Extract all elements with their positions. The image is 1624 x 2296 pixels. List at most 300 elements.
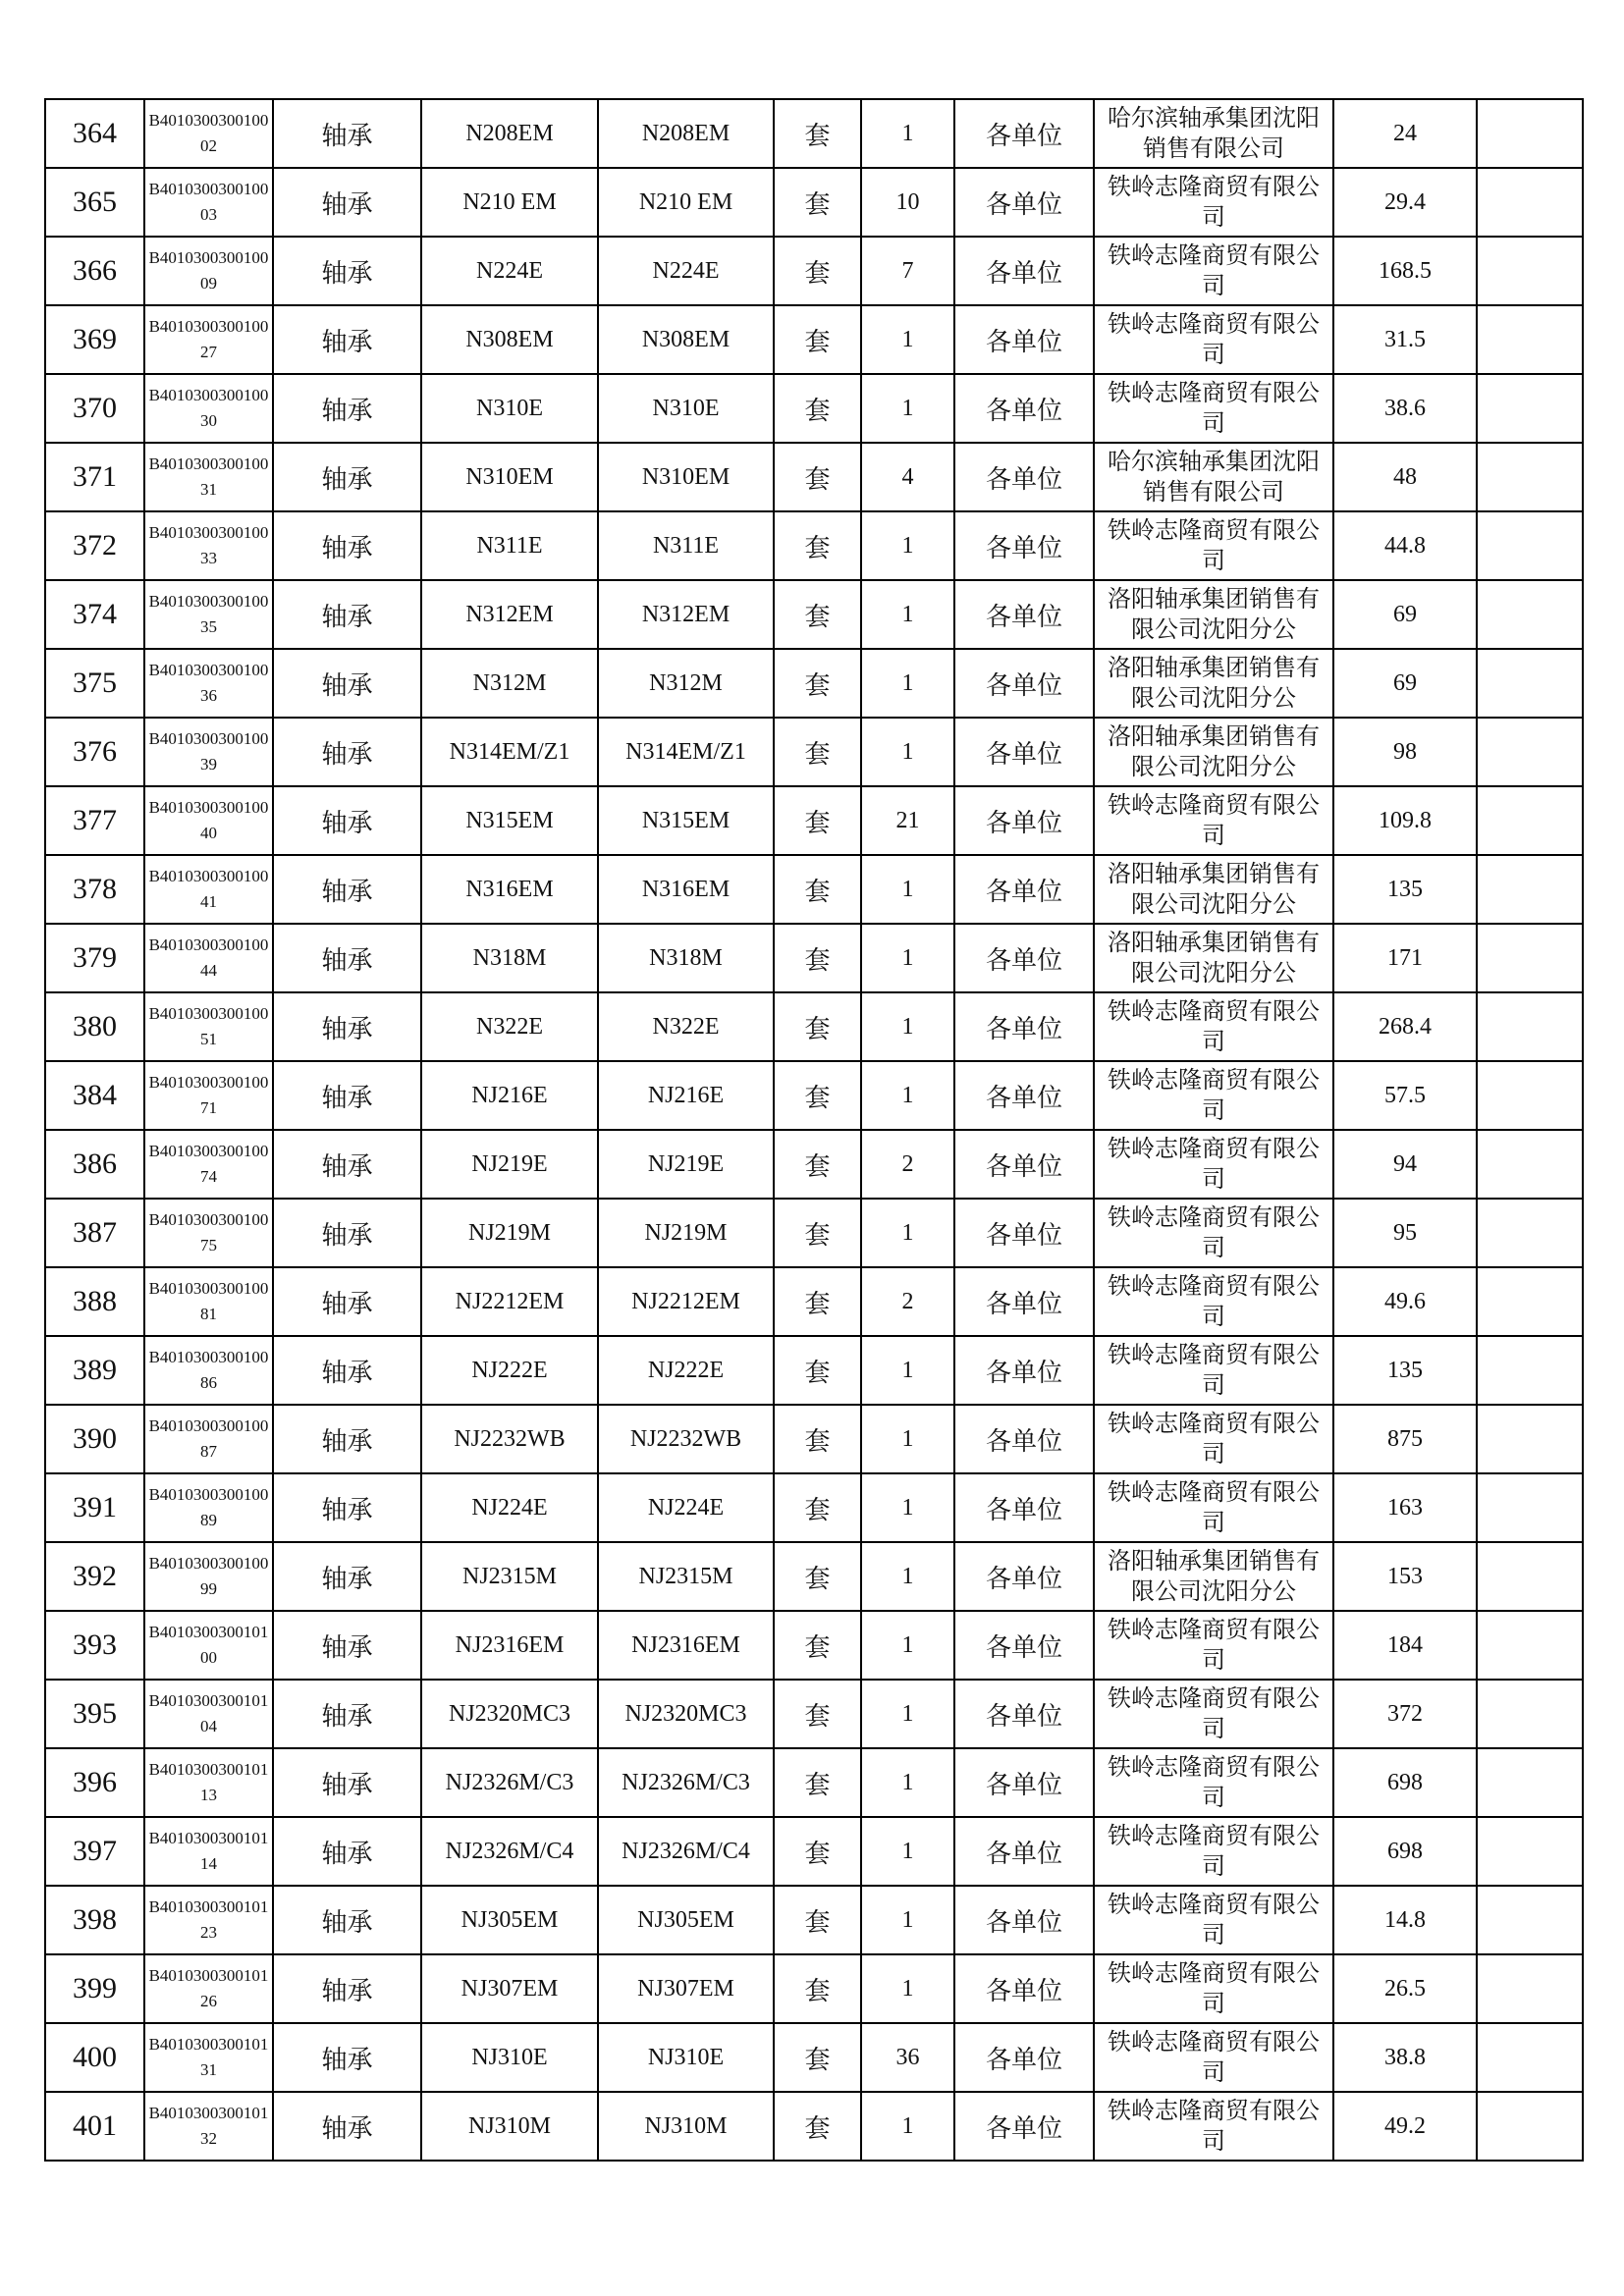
supplier-cell bbox=[1094, 168, 1333, 237]
row-number-cell: 370 bbox=[45, 374, 144, 443]
remark-cell bbox=[1477, 1267, 1583, 1336]
item-model-cell: NJ310E bbox=[598, 2023, 774, 2092]
item-name-cell: 轴承 bbox=[273, 718, 421, 786]
item-spec-cell: N224E bbox=[421, 237, 598, 305]
item-model-cell: NJ2320MC3 bbox=[598, 1680, 774, 1748]
supplier-cell bbox=[1094, 1886, 1333, 1954]
unit-price-cell: 38.6 bbox=[1333, 374, 1477, 443]
supplier-cell bbox=[1094, 305, 1333, 374]
item-quantity-cell: 2 bbox=[861, 1267, 954, 1336]
item-quantity-cell: 10 bbox=[861, 168, 954, 237]
unit-price-cell: 38.8 bbox=[1333, 2023, 1477, 2092]
remark-cell bbox=[1477, 443, 1583, 511]
item-name-cell: 轴承 bbox=[273, 1680, 421, 1748]
table-row bbox=[45, 1680, 1583, 1748]
supplier-name: 铁岭志隆商贸有限公司 bbox=[1108, 1822, 1320, 1880]
remark-cell bbox=[1477, 2023, 1583, 2092]
item-model-cell: N312M bbox=[598, 649, 774, 718]
item-quantity-cell: 2 bbox=[861, 1130, 954, 1199]
row-number-cell: 376 bbox=[45, 718, 144, 786]
supplier-cell bbox=[1094, 99, 1333, 168]
remark-cell bbox=[1477, 1199, 1583, 1267]
item-unit-cell: 套 bbox=[774, 1130, 861, 1199]
supplier-cell bbox=[1094, 443, 1333, 511]
item-unit-cell: 套 bbox=[774, 511, 861, 580]
supplier-name: 铁岭志隆商贸有限公司 bbox=[1108, 241, 1320, 299]
item-name-cell: 轴承 bbox=[273, 1336, 421, 1405]
unit-price-cell: 184 bbox=[1333, 1611, 1477, 1680]
supplier-cell bbox=[1094, 855, 1333, 924]
table-row bbox=[45, 924, 1583, 992]
material-code-cell: B401030030010035 bbox=[144, 580, 273, 649]
unit-price-cell: 372 bbox=[1333, 1680, 1477, 1748]
table-row bbox=[45, 992, 1583, 1061]
supplier-name: 铁岭志隆商贸有限公司 bbox=[1108, 1753, 1320, 1811]
item-name-cell: 轴承 bbox=[273, 2023, 421, 2092]
supplier-name: 铁岭志隆商贸有限公司 bbox=[1108, 1135, 1320, 1193]
row-number-cell: 388 bbox=[45, 1267, 144, 1336]
item-quantity-cell: 1 bbox=[861, 1061, 954, 1130]
supplier-name: 洛阳轴承集团销售有限公司沈阳分公 bbox=[1108, 929, 1320, 987]
department-cell: 各单位 bbox=[954, 237, 1094, 305]
supplier-cell bbox=[1094, 992, 1333, 1061]
supplier-name: 铁岭志隆商贸有限公司 bbox=[1108, 1203, 1320, 1261]
unit-price-cell: 49.6 bbox=[1333, 1267, 1477, 1336]
supplier-name: 铁岭志隆商贸有限公司 bbox=[1108, 1891, 1320, 1949]
unit-price-cell: 69 bbox=[1333, 580, 1477, 649]
item-quantity-cell: 1 bbox=[861, 1611, 954, 1680]
remark-cell bbox=[1477, 718, 1583, 786]
department-cell: 各单位 bbox=[954, 649, 1094, 718]
table-row bbox=[45, 1473, 1583, 1542]
item-spec-cell: NJ2315M bbox=[421, 1542, 598, 1611]
item-unit-cell: 套 bbox=[774, 305, 861, 374]
item-name-cell: 轴承 bbox=[273, 1954, 421, 2023]
remark-cell bbox=[1477, 374, 1583, 443]
item-spec-cell: NJ305EM bbox=[421, 1886, 598, 1954]
item-model-cell: N312EM bbox=[598, 580, 774, 649]
supplier-name: 洛阳轴承集团销售有限公司沈阳分公 bbox=[1108, 860, 1320, 918]
item-model-cell: N210 EM bbox=[598, 168, 774, 237]
unit-price-cell: 168.5 bbox=[1333, 237, 1477, 305]
row-number-cell: 374 bbox=[45, 580, 144, 649]
procurement-table bbox=[44, 98, 1584, 2162]
item-name-cell: 轴承 bbox=[273, 305, 421, 374]
material-code-cell: B401030030010002 bbox=[144, 99, 273, 168]
item-name-cell: 轴承 bbox=[273, 168, 421, 237]
supplier-cell bbox=[1094, 374, 1333, 443]
material-code-cell: B401030030010044 bbox=[144, 924, 273, 992]
supplier-cell bbox=[1094, 1542, 1333, 1611]
department-cell: 各单位 bbox=[954, 1267, 1094, 1336]
item-unit-cell: 套 bbox=[774, 649, 861, 718]
item-quantity-cell: 36 bbox=[861, 2023, 954, 2092]
item-spec-cell: N312M bbox=[421, 649, 598, 718]
table-row bbox=[45, 1130, 1583, 1199]
remark-cell bbox=[1477, 168, 1583, 237]
item-unit-cell: 套 bbox=[774, 168, 861, 237]
item-model-cell: NJ216E bbox=[598, 1061, 774, 1130]
unit-price-cell: 135 bbox=[1333, 855, 1477, 924]
item-model-cell: N318M bbox=[598, 924, 774, 992]
unit-price-cell: 109.8 bbox=[1333, 786, 1477, 855]
material-code-cell: B401030030010027 bbox=[144, 305, 273, 374]
material-code-cell: B401030030010031 bbox=[144, 443, 273, 511]
row-number-cell: 380 bbox=[45, 992, 144, 1061]
unit-price-cell: 698 bbox=[1333, 1817, 1477, 1886]
item-name-cell: 轴承 bbox=[273, 855, 421, 924]
remark-cell bbox=[1477, 1130, 1583, 1199]
item-unit-cell: 套 bbox=[774, 1405, 861, 1473]
remark-cell bbox=[1477, 1748, 1583, 1817]
item-spec-cell: N318M bbox=[421, 924, 598, 992]
item-model-cell: N322E bbox=[598, 992, 774, 1061]
item-quantity-cell: 1 bbox=[861, 1817, 954, 1886]
material-code-cell: B401030030010009 bbox=[144, 237, 273, 305]
material-code-cell: B401030030010075 bbox=[144, 1199, 273, 1267]
supplier-cell bbox=[1094, 511, 1333, 580]
table-row bbox=[45, 2023, 1583, 2092]
item-unit-cell: 套 bbox=[774, 1267, 861, 1336]
item-unit-cell: 套 bbox=[774, 1748, 861, 1817]
remark-cell bbox=[1477, 1817, 1583, 1886]
material-code-cell: B401030030010051 bbox=[144, 992, 273, 1061]
item-spec-cell: NJ310E bbox=[421, 2023, 598, 2092]
table-row bbox=[45, 580, 1583, 649]
item-spec-cell: N310EM bbox=[421, 443, 598, 511]
supplier-name: 铁岭志隆商贸有限公司 bbox=[1108, 173, 1320, 231]
item-quantity-cell: 1 bbox=[861, 99, 954, 168]
supplier-name: 铁岭志隆商贸有限公司 bbox=[1108, 1410, 1320, 1468]
row-number-cell: 365 bbox=[45, 168, 144, 237]
item-unit-cell: 套 bbox=[774, 718, 861, 786]
item-model-cell: NJ2326M/C3 bbox=[598, 1748, 774, 1817]
item-model-cell: N310EM bbox=[598, 443, 774, 511]
item-unit-cell: 套 bbox=[774, 1473, 861, 1542]
item-name-cell: 轴承 bbox=[273, 1405, 421, 1473]
unit-price-cell: 98 bbox=[1333, 718, 1477, 786]
item-unit-cell: 套 bbox=[774, 1886, 861, 1954]
table-row bbox=[45, 1886, 1583, 1954]
item-name-cell: 轴承 bbox=[273, 992, 421, 1061]
supplier-name: 铁岭志隆商贸有限公司 bbox=[1108, 1478, 1320, 1536]
material-code-cell: B401030030010003 bbox=[144, 168, 273, 237]
material-code-cell: B401030030010040 bbox=[144, 786, 273, 855]
department-cell: 各单位 bbox=[954, 443, 1094, 511]
unit-price-cell: 153 bbox=[1333, 1542, 1477, 1611]
department-cell: 各单位 bbox=[954, 1336, 1094, 1405]
item-model-cell: NJ2326M/C4 bbox=[598, 1817, 774, 1886]
unit-price-cell: 57.5 bbox=[1333, 1061, 1477, 1130]
supplier-cell bbox=[1094, 237, 1333, 305]
supplier-cell bbox=[1094, 2023, 1333, 2092]
item-name-cell: 轴承 bbox=[273, 1473, 421, 1542]
unit-price-cell: 875 bbox=[1333, 1405, 1477, 1473]
unit-price-cell: 268.4 bbox=[1333, 992, 1477, 1061]
item-spec-cell: NJ310M bbox=[421, 2092, 598, 2161]
material-code-cell: B401030030010132 bbox=[144, 2092, 273, 2161]
item-quantity-cell: 1 bbox=[861, 305, 954, 374]
item-model-cell: NJ2315M bbox=[598, 1542, 774, 1611]
material-code-cell: B401030030010104 bbox=[144, 1680, 273, 1748]
material-code-cell: B401030030010089 bbox=[144, 1473, 273, 1542]
material-code-cell: B401030030010123 bbox=[144, 1886, 273, 1954]
item-quantity-cell: 21 bbox=[861, 786, 954, 855]
item-name-cell: 轴承 bbox=[273, 374, 421, 443]
material-code-cell: B401030030010100 bbox=[144, 1611, 273, 1680]
remark-cell bbox=[1477, 649, 1583, 718]
material-code-cell: B401030030010071 bbox=[144, 1061, 273, 1130]
unit-price-cell: 163 bbox=[1333, 1473, 1477, 1542]
department-cell: 各单位 bbox=[954, 1405, 1094, 1473]
table-row bbox=[45, 2092, 1583, 2161]
remark-cell bbox=[1477, 580, 1583, 649]
department-cell: 各单位 bbox=[954, 718, 1094, 786]
item-model-cell: N310E bbox=[598, 374, 774, 443]
unit-price-cell: 14.8 bbox=[1333, 1886, 1477, 1954]
material-code-cell: B401030030010113 bbox=[144, 1748, 273, 1817]
table-row bbox=[45, 511, 1583, 580]
material-code-cell: B401030030010131 bbox=[144, 2023, 273, 2092]
material-code-cell: B401030030010074 bbox=[144, 1130, 273, 1199]
department-cell: 各单位 bbox=[954, 1061, 1094, 1130]
item-model-cell: NJ2316EM bbox=[598, 1611, 774, 1680]
item-model-cell: N315EM bbox=[598, 786, 774, 855]
supplier-cell bbox=[1094, 1199, 1333, 1267]
department-cell: 各单位 bbox=[954, 855, 1094, 924]
department-cell: 各单位 bbox=[954, 1817, 1094, 1886]
item-name-cell: 轴承 bbox=[273, 1199, 421, 1267]
remark-cell bbox=[1477, 1886, 1583, 1954]
remark-cell bbox=[1477, 1611, 1583, 1680]
item-spec-cell: N315EM bbox=[421, 786, 598, 855]
supplier-cell bbox=[1094, 2092, 1333, 2161]
department-cell: 各单位 bbox=[954, 1611, 1094, 1680]
supplier-cell bbox=[1094, 1954, 1333, 2023]
item-spec-cell: N308EM bbox=[421, 305, 598, 374]
item-name-cell: 轴承 bbox=[273, 1542, 421, 1611]
item-spec-cell: NJ2232WB bbox=[421, 1405, 598, 1473]
table-row bbox=[45, 1405, 1583, 1473]
remark-cell bbox=[1477, 1680, 1583, 1748]
item-unit-cell: 套 bbox=[774, 924, 861, 992]
remark-cell bbox=[1477, 1061, 1583, 1130]
item-spec-cell: NJ219M bbox=[421, 1199, 598, 1267]
remark-cell bbox=[1477, 924, 1583, 992]
item-model-cell: NJ224E bbox=[598, 1473, 774, 1542]
supplier-cell bbox=[1094, 1473, 1333, 1542]
item-quantity-cell: 1 bbox=[861, 924, 954, 992]
remark-cell bbox=[1477, 99, 1583, 168]
item-quantity-cell: 1 bbox=[861, 1886, 954, 1954]
row-number-cell: 396 bbox=[45, 1748, 144, 1817]
row-number-cell: 366 bbox=[45, 237, 144, 305]
supplier-cell bbox=[1094, 1405, 1333, 1473]
row-number-cell: 391 bbox=[45, 1473, 144, 1542]
item-quantity-cell: 1 bbox=[861, 580, 954, 649]
remark-cell bbox=[1477, 992, 1583, 1061]
supplier-name: 铁岭志隆商贸有限公司 bbox=[1108, 1066, 1320, 1124]
item-spec-cell: N312EM bbox=[421, 580, 598, 649]
table-body bbox=[45, 99, 1583, 2161]
row-number-cell: 369 bbox=[45, 305, 144, 374]
supplier-name: 铁岭志隆商贸有限公司 bbox=[1108, 791, 1320, 849]
item-name-cell: 轴承 bbox=[273, 99, 421, 168]
item-spec-cell: NJ222E bbox=[421, 1336, 598, 1405]
item-name-cell: 轴承 bbox=[273, 1748, 421, 1817]
item-model-cell: NJ307EM bbox=[598, 1954, 774, 2023]
item-name-cell: 轴承 bbox=[273, 443, 421, 511]
row-number-cell: 378 bbox=[45, 855, 144, 924]
item-spec-cell: N210 EM bbox=[421, 168, 598, 237]
material-code-cell: B401030030010114 bbox=[144, 1817, 273, 1886]
department-cell: 各单位 bbox=[954, 786, 1094, 855]
material-code-cell: B401030030010126 bbox=[144, 1954, 273, 2023]
table-row bbox=[45, 649, 1583, 718]
item-quantity-cell: 4 bbox=[861, 443, 954, 511]
table-row bbox=[45, 1817, 1583, 1886]
item-spec-cell: N322E bbox=[421, 992, 598, 1061]
item-model-cell: NJ219E bbox=[598, 1130, 774, 1199]
item-spec-cell: N316EM bbox=[421, 855, 598, 924]
supplier-cell bbox=[1094, 1061, 1333, 1130]
row-number-cell: 400 bbox=[45, 2023, 144, 2092]
supplier-cell bbox=[1094, 924, 1333, 992]
item-quantity-cell: 1 bbox=[861, 855, 954, 924]
row-number-cell: 387 bbox=[45, 1199, 144, 1267]
item-quantity-cell: 1 bbox=[861, 1748, 954, 1817]
remark-cell bbox=[1477, 1473, 1583, 1542]
table-row bbox=[45, 305, 1583, 374]
remark-cell bbox=[1477, 2092, 1583, 2161]
row-number-cell: 364 bbox=[45, 99, 144, 168]
supplier-name: 铁岭志隆商贸有限公司 bbox=[1108, 997, 1320, 1055]
item-name-cell: 轴承 bbox=[273, 649, 421, 718]
table-row bbox=[45, 1199, 1583, 1267]
item-model-cell: NJ219M bbox=[598, 1199, 774, 1267]
item-quantity-cell: 1 bbox=[861, 992, 954, 1061]
supplier-cell bbox=[1094, 718, 1333, 786]
item-quantity-cell: 1 bbox=[861, 374, 954, 443]
item-unit-cell: 套 bbox=[774, 443, 861, 511]
supplier-cell bbox=[1094, 1130, 1333, 1199]
item-spec-cell: NJ2320MC3 bbox=[421, 1680, 598, 1748]
table-row bbox=[45, 168, 1583, 237]
remark-cell bbox=[1477, 1954, 1583, 2023]
unit-price-cell: 95 bbox=[1333, 1199, 1477, 1267]
item-unit-cell: 套 bbox=[774, 2092, 861, 2161]
row-number-cell: 393 bbox=[45, 1611, 144, 1680]
item-spec-cell: NJ224E bbox=[421, 1473, 598, 1542]
item-quantity-cell: 1 bbox=[861, 718, 954, 786]
supplier-cell bbox=[1094, 1817, 1333, 1886]
supplier-name: 铁岭志隆商贸有限公司 bbox=[1108, 2097, 1320, 2155]
table-row bbox=[45, 718, 1583, 786]
table-row bbox=[45, 1542, 1583, 1611]
item-unit-cell: 套 bbox=[774, 99, 861, 168]
item-spec-cell: N311E bbox=[421, 511, 598, 580]
department-cell: 各单位 bbox=[954, 1473, 1094, 1542]
department-cell: 各单位 bbox=[954, 580, 1094, 649]
supplier-cell bbox=[1094, 580, 1333, 649]
row-number-cell: 372 bbox=[45, 511, 144, 580]
table-row bbox=[45, 855, 1583, 924]
item-name-cell: 轴承 bbox=[273, 1817, 421, 1886]
item-name-cell: 轴承 bbox=[273, 2092, 421, 2161]
department-cell: 各单位 bbox=[954, 2023, 1094, 2092]
item-spec-cell: NJ307EM bbox=[421, 1954, 598, 2023]
table-row bbox=[45, 1061, 1583, 1130]
supplier-cell bbox=[1094, 1267, 1333, 1336]
department-cell: 各单位 bbox=[954, 2092, 1094, 2161]
item-quantity-cell: 1 bbox=[861, 1405, 954, 1473]
unit-price-cell: 29.4 bbox=[1333, 168, 1477, 237]
remark-cell bbox=[1477, 1542, 1583, 1611]
supplier-name: 哈尔滨轴承集团沈阳销售有限公司 bbox=[1108, 104, 1320, 162]
unit-price-cell: 48 bbox=[1333, 443, 1477, 511]
item-name-cell: 轴承 bbox=[273, 786, 421, 855]
supplier-name: 哈尔滨轴承集团沈阳销售有限公司 bbox=[1108, 448, 1320, 506]
item-quantity-cell: 1 bbox=[861, 1680, 954, 1748]
table-row bbox=[45, 374, 1583, 443]
row-number-cell: 395 bbox=[45, 1680, 144, 1748]
item-spec-cell: NJ2326M/C4 bbox=[421, 1817, 598, 1886]
item-model-cell: N224E bbox=[598, 237, 774, 305]
unit-price-cell: 69 bbox=[1333, 649, 1477, 718]
unit-price-cell: 94 bbox=[1333, 1130, 1477, 1199]
item-quantity-cell: 7 bbox=[861, 237, 954, 305]
item-model-cell: N314EM/Z1 bbox=[598, 718, 774, 786]
item-model-cell: N311E bbox=[598, 511, 774, 580]
item-quantity-cell: 1 bbox=[861, 1954, 954, 2023]
item-spec-cell: NJ2326M/C3 bbox=[421, 1748, 598, 1817]
item-spec-cell: N208EM bbox=[421, 99, 598, 168]
department-cell: 各单位 bbox=[954, 1886, 1094, 1954]
item-unit-cell: 套 bbox=[774, 1954, 861, 2023]
supplier-name: 铁岭志隆商贸有限公司 bbox=[1108, 1272, 1320, 1330]
item-unit-cell: 套 bbox=[774, 992, 861, 1061]
row-number-cell: 377 bbox=[45, 786, 144, 855]
table-row bbox=[45, 443, 1583, 511]
department-cell: 各单位 bbox=[954, 305, 1094, 374]
unit-price-cell: 24 bbox=[1333, 99, 1477, 168]
department-cell: 各单位 bbox=[954, 924, 1094, 992]
material-code-cell: B401030030010081 bbox=[144, 1267, 273, 1336]
table-row bbox=[45, 1748, 1583, 1817]
supplier-name: 铁岭志隆商贸有限公司 bbox=[1108, 310, 1320, 368]
item-unit-cell: 套 bbox=[774, 237, 861, 305]
supplier-name: 铁岭志隆商贸有限公司 bbox=[1108, 1616, 1320, 1674]
table-row bbox=[45, 237, 1583, 305]
item-quantity-cell: 1 bbox=[861, 1199, 954, 1267]
item-model-cell: N316EM bbox=[598, 855, 774, 924]
unit-price-cell: 135 bbox=[1333, 1336, 1477, 1405]
material-code-cell: B401030030010086 bbox=[144, 1336, 273, 1405]
item-unit-cell: 套 bbox=[774, 1542, 861, 1611]
item-spec-cell: N310E bbox=[421, 374, 598, 443]
item-quantity-cell: 1 bbox=[861, 2092, 954, 2161]
unit-price-cell: 171 bbox=[1333, 924, 1477, 992]
item-name-cell: 轴承 bbox=[273, 1130, 421, 1199]
department-cell: 各单位 bbox=[954, 1199, 1094, 1267]
item-unit-cell: 套 bbox=[774, 2023, 861, 2092]
row-number-cell: 371 bbox=[45, 443, 144, 511]
remark-cell bbox=[1477, 511, 1583, 580]
supplier-name: 铁岭志隆商贸有限公司 bbox=[1108, 1684, 1320, 1742]
row-number-cell: 379 bbox=[45, 924, 144, 992]
supplier-name: 洛阳轴承集团销售有限公司沈阳分公 bbox=[1108, 1547, 1320, 1605]
supplier-cell bbox=[1094, 649, 1333, 718]
